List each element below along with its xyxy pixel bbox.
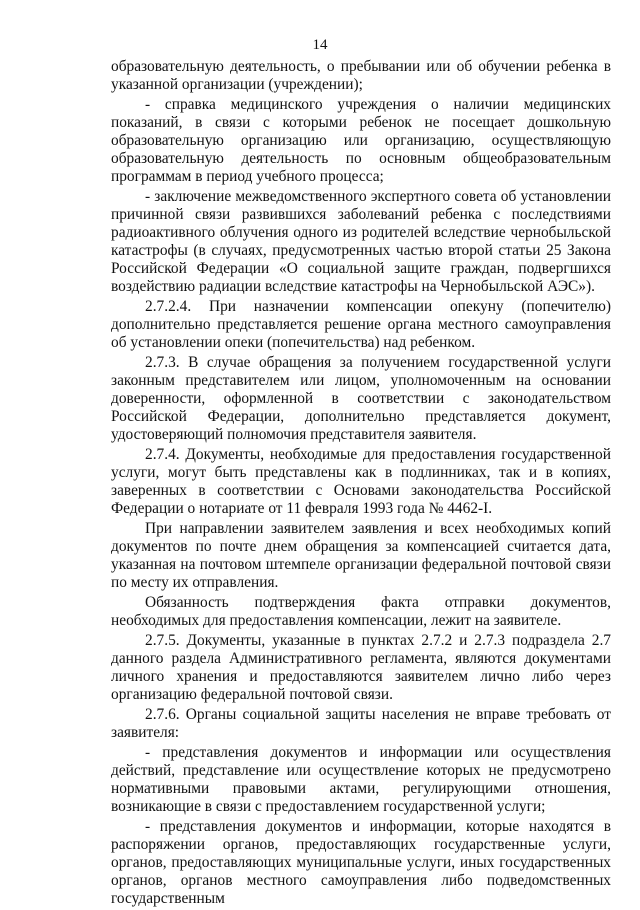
paragraph-2-7-3: 2.7.3. В случае обращения за получением государственной услуги законным представителем или лицом, уполномоченным на основании доверенности, оформленной в соответствии с законодательством Российской Федерации, дополнительно представляется документ, удостоверяющий полномочия представителя заявителя.	[111, 354, 611, 443]
paragraph-2-7-5: 2.7.5. Документы, указанные в пунктах 2.7.2 и 2.7.3 подраздела 2.7 данного раздела Административного регламента, являются документами личного хранения и предоставляются заявителем лично либо через организацию федеральной почтовой связи.	[111, 632, 611, 703]
paragraph-continuation: образовательную деятельность, о пребывании или об обучении ребенка в указанной организации (учреждении);	[111, 58, 611, 93]
paragraph-no-extra-documents: - представления документов и информации или осуществления действий, представление или осуществление которых не предусмотрено нормативными правовыми актами, регулирующими отношения, возникающие в связи с предоставлением государственной услуги;	[111, 744, 611, 815]
paragraph-proof-obligation: Обязанность подтверждения факта отправки документов, необходимых для предоставления компенсации, лежит на заявителе.	[111, 594, 611, 629]
paragraph-2-7-2-4: 2.7.2.4. При назначении компенсации опекуну (попечителю) дополнительно представляется решение органа местного самоуправления об установлении опеки (попечительства) над ребенком.	[111, 298, 611, 351]
paragraph-postal-submission: При направлении заявителем заявления и всех необходимых копий документов по почте днем обращения за компенсацией считается дата, указанная на почтовом штемпеле организации федеральной почтовой связи по месту их отправления.	[111, 520, 611, 591]
paragraph-medical-certificate: - справка медицинского учреждения о наличии медицинских показаний, в связи с которыми ребенок не посещает дошкольную образовательную организацию или организацию, осуществляющую образовательную деятельность по основным общеобразовательным программам в период учебного процесса;	[111, 96, 611, 185]
paragraph-no-held-documents: - представления документов и информации, которые находятся в распоряжении органов, предоставляющих государственные услуги, органов, предоставляющих муниципальные услуги, иных государственных органов, органов местного самоуправления либо подведомственных государственным	[111, 818, 611, 907]
paragraph-expert-council: - заключение межведомственного экспертного совета об установлении причинной связи развившихся заболеваний ребенка с последствиями радиоактивного облучения одного из родителей вследствие чернобыльской катастрофы (в случаях, предусмотренных частью второй статьи 25 Закона Российской Федерации «О социальной защите граждан, подвергшихся воздействию радиации вследствие катастрофы на Чернобыльской АЭС»).	[111, 188, 611, 295]
paragraph-2-7-6: 2.7.6. Органы социальной защиты населения не вправе требовать от заявителя:	[111, 706, 611, 741]
page-number: 14	[312, 37, 328, 53]
paragraph-2-7-4: 2.7.4. Документы, необходимые для предоставления государственной услуги, могут быть представлены как в подлинниках, так и в копиях, заверенных в соответствии с Основами законодательства Российской Федерации о нотариате от 11 февраля 1993 года № 4462-I.	[111, 446, 611, 517]
body-text	[111, 58, 611, 910]
